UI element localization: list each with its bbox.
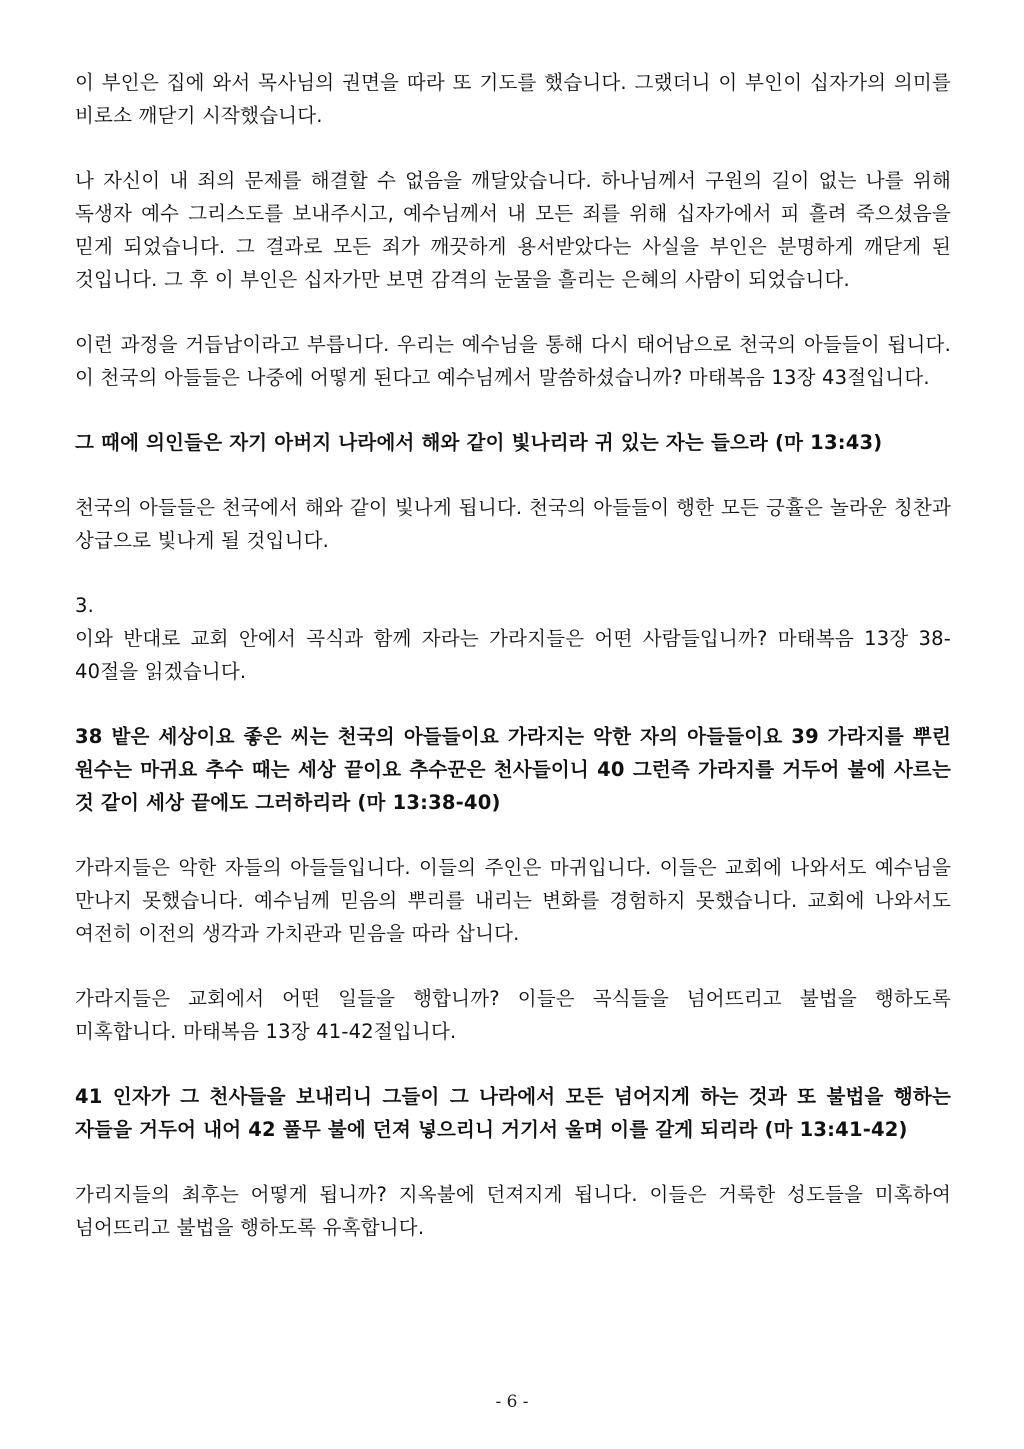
paragraph-tares-intro: 이와 반대로 교회 안에서 곡식과 함께 자라는 가라지들은 어떤 사람들입니까? 마태복음 13장 38-40절을 읽겠습니다. <box>75 627 951 683</box>
paragraph-tares-end: 가리지들의 최후는 어떻게 됩니까? 지옥불에 던져지게 됩니다. 이들은 거룩한 성도들을 미혹하여 넘어뜨리고 불법을 행하도록 유혹합니다. <box>75 1183 951 1239</box>
paragraph-prayer: 이 부인은 집에 와서 목사님의 권면을 따라 또 기도를 했습니다. 그랬더니 이 부인이 십자가의 의미를 비로소 깨닫기 시작했습니다. <box>75 71 951 127</box>
paragraph-tares-description: 가라지들은 악한 자들의 아들들입니다. 이들의 주인은 마귀입니다. 이들은 교회에 나와서도 예수님을 만나지 못했습니다. 예수님께 믿음의 뿌리를 내리는 변화를 경험하지 못했습니다. 교회에 나와서도 여전히 이전의 생각과 가치관과 믿음을 따라 삽니다. <box>75 856 951 945</box>
paragraph-rebirth: 이런 과정을 거듭남이라고 부릅니다. 우리는 예수님을 통해 다시 태어남으로 천국의 아들들이 됩니다. 이 천국의 아들들은 나중에 어떻게 된다고 예수님께서 말씀하셨습니까? 마태복음 13장 43절입니다. <box>75 333 951 389</box>
scripture-quote-13-43: 그 때에 의인들은 자기 아버지 나라에서 해와 같이 빛나리라 귀 있는 자는 들으라 (마 13:43) <box>75 431 883 454</box>
document-body <box>75 66 951 1276</box>
paragraph-tares-deeds: 가라지들은 교회에서 어떤 일들을 행합니까? 이들은 곡식들을 넘어뜨리고 불법을 행하도록 미혹합니다. 마태복음 13장 41-42절입니다. <box>75 987 951 1043</box>
paragraph-forgiveness: 나 자신이 내 죄의 문제를 해결할 수 없음을 깨달았습니다. 하나님께서 구원의 길이 없는 나를 위해 독생자 예수 그리스도를 보내주시고, 예수님께서 내 모든 죄를 위해 십자가에서 피 흘려 죽으셨음을 믿게 되었습니다. 그 결과로 모든 죄가 깨끗하게 용서받았다는 사실을 부인은 분명하게 깨닫게 된 것입니다. 그 후 이 부인은 십자가만 보면 감격의 눈물을 흘리는 은혜의 사람이 되었습니다. <box>75 169 951 291</box>
scripture-quote-13-41-42: 41 인자가 그 천사들을 보내리니 그들이 그 나라에서 모든 넘어지게 하는 것과 또 불법을 행하는 자들을 거두어 내어 42 풀무 불에 던져 넣으리니 거기서 울며 이를 갈게 되리라 (마 13:41-42) <box>75 1085 951 1141</box>
section-number: 3. <box>75 594 95 617</box>
scripture-quote-13-38-40: 38 밭은 세상이요 좋은 씨는 천국의 아들들이요 가라지는 악한 자의 아들들이요 39 가라지를 뿌린 원수는 마귀요 추수 때는 세상 끝이요 추수꾼은 천사들이니 40 그런즉 가라지를 거두어 불에 사르는 것 같이 세상 끝에도 그러하리라 (마 13:38-40) <box>75 725 951 814</box>
page-number: - 6 - <box>495 1392 529 1412</box>
paragraph-sons-of-kingdom: 천국의 아들들은 천국에서 해와 같이 빛나게 됩니다. 천국의 아들들이 행한 모든 긍휼은 놀라운 칭찬과 상급으로 빛나게 될 것입니다. <box>75 496 951 552</box>
